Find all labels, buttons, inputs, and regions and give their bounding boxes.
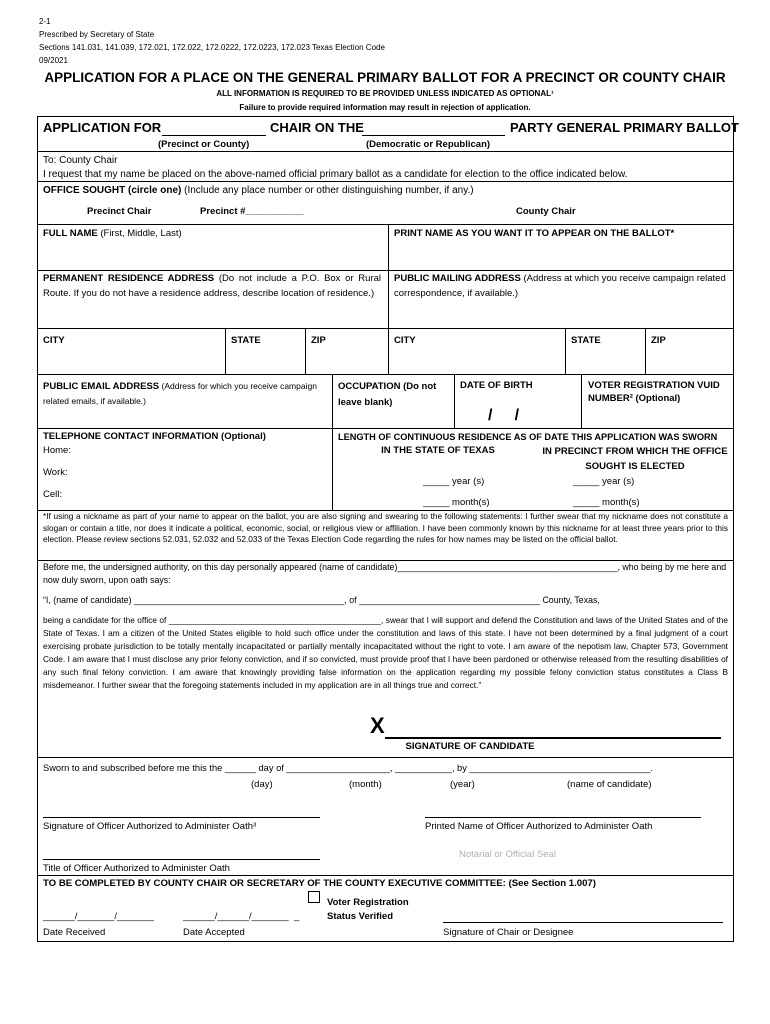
chair-signature-label: Signature of Chair or Designee xyxy=(443,927,574,938)
sworn-subscribed-line[interactable]: Sworn to and subscribed before me this the ______ day of ____________________, ___________, by ___________________________________. xyxy=(43,763,653,773)
office-sought xyxy=(43,184,474,197)
residence-address-field[interactable]: PERMANENT RESIDENCE ADDRESS (Do not include a P.O. Box or Rural Route. If you do not have a residence address, describe location of residence.) xyxy=(43,273,382,299)
voter-registration-checkbox[interactable] xyxy=(308,891,320,903)
candidate-signature-line[interactable] xyxy=(385,737,721,739)
appearance-statement: Before me, the undersigned authority, on this day personally appeared (name of candidate)_____________________________________________, who being by me here and now duly sworn, upon oath says: xyxy=(43,562,727,585)
officer-printed-name-line[interactable] xyxy=(425,817,701,818)
party-hint: (Democratic or Republican) xyxy=(366,139,491,150)
in-state-heading: IN THE STATE OF TEXAS xyxy=(381,445,495,456)
notarial-seal-placeholder: Notarial or Official Seal xyxy=(459,849,556,860)
officer-signature-line[interactable] xyxy=(43,817,320,818)
form-number: 2-1 xyxy=(39,17,51,26)
occupation-field[interactable]: OCCUPATION (Do not leave blank) xyxy=(338,381,437,408)
voter-registration-label: Voter Registration xyxy=(327,897,409,908)
dob-field[interactable]: / / xyxy=(488,407,520,424)
to-county-chair: To: County Chair xyxy=(43,155,118,166)
office-sought-label: OFFICE SOUGHT (circle one) xyxy=(43,185,182,196)
date-received-field[interactable]: ______/_______/_______ xyxy=(43,911,154,922)
cell-phone-field[interactable]: Cell: xyxy=(43,489,63,500)
in-precinct-heading: IN PRECINCT FROM WHICH THE OFFICE SOUGHT IS ELECTED xyxy=(542,446,728,472)
vuid-field[interactable]: VOTER REGISTRATION VUID NUMBER² (Optional) xyxy=(588,380,720,404)
state-months-field[interactable]: _____ month(s) xyxy=(423,497,490,508)
prescribed-by: Prescribed by Secretary of State xyxy=(39,30,155,39)
year-hint: (year) xyxy=(450,779,475,790)
state-years-field[interactable]: _____ year (s) xyxy=(423,476,485,487)
page-title: APPLICATION FOR A PLACE ON THE GENERAL PRIMARY BALLOT FOR A PRECINCT OR COUNTY CHAIR xyxy=(44,70,726,85)
officer-title-line[interactable] xyxy=(43,859,320,860)
month-hint: (month) xyxy=(349,779,382,790)
office-use-heading: TO BE COMPLETED BY COUNTY CHAIR OR SECRETARY OF THE COUNTY EXECUTIVE COMMITTEE: (See Section 1.007) xyxy=(43,878,596,889)
signature-x-mark: X xyxy=(370,713,385,738)
mailing-state-field[interactable]: STATE xyxy=(571,335,601,346)
residence-zip-field[interactable]: ZIP xyxy=(311,335,326,346)
required-notice: ALL INFORMATION IS REQUIRED TO BE PROVIDED UNLESS INDICATED AS OPTIONAL¹ xyxy=(216,89,554,98)
home-phone-field[interactable]: Home: xyxy=(43,445,71,456)
ballot-name-field[interactable]: PRINT NAME AS YOU WANT IT TO APPEAR ON THE BALLOT* xyxy=(394,228,675,239)
chair-type-blank[interactable] xyxy=(162,135,266,136)
mailing-city-field[interactable]: CITY xyxy=(394,335,416,346)
dob-label: DATE OF BIRTH xyxy=(460,380,533,391)
residence-length-heading: LENGTH OF CONTINUOUS RESIDENCE AS OF DATE THIS APPLICATION WAS SWORN xyxy=(338,432,718,442)
application-for-label: APPLICATION FOR xyxy=(43,120,162,135)
full-name-field[interactable]: FULL NAME (First, Middle, Last) xyxy=(43,228,182,239)
mailing-zip-field[interactable]: ZIP xyxy=(651,335,666,346)
date-received-label: Date Received xyxy=(43,927,106,938)
officer-title-label: Title of Officer Authorized to Administer Oath xyxy=(43,863,230,874)
party-blank[interactable] xyxy=(362,135,505,136)
mailing-address-field[interactable]: PUBLIC MAILING ADDRESS (Address at which you receive campaign related correspondence, if available.) xyxy=(394,273,726,299)
rejection-notice: Failure to provide required information may result in rejection of application. xyxy=(239,103,531,112)
residence-state-field[interactable]: STATE xyxy=(231,335,261,346)
party-primary-label: PARTY GENERAL PRIMARY BALLOT xyxy=(510,120,739,135)
oath-statement: being a candidate for the office of ______________________________________________, swear that I will support and defend the Constitution and laws of the United States and of the State of Texas. I am a citizen of the United States eligible to hold such office under the constitution and laws of this state. I have not been determined by a final judgment of a court exercising probate jurisdiction to be totally mentally incapacitated or partially mentally incapacitated without the right to vote. I am aware of the nepotism law, Chapter 573, Government Code. I am aware that I must disclose any prior felony conviction, and if so convicted, must provide proof that I have been pardoned or otherwise released from the resulting disabilities of any such final felony conviction. I am aware that knowingly providing false information on the application regarding my possible felony conviction status constitutes a Class B misdemeanor. I further swear that the foregoing statements included in my application are in all things true and correct.” xyxy=(43,615,728,690)
candidate-name-county-line[interactable]: “I, (name of candidate) ___________________________________________, of _____________________________________ County, Texas, xyxy=(43,595,600,605)
precinct-years-field[interactable]: _____ year (s) xyxy=(573,476,635,487)
officer-printed-name-label: Printed Name of Officer Authorized to Administer Oath xyxy=(425,821,653,832)
status-verified-label: Status Verified xyxy=(327,911,393,922)
telephone-label: TELEPHONE CONTACT INFORMATION (Optional) xyxy=(43,431,266,442)
nickname-note: *If using a nickname as part of your name to appear on the ballot, you are also signing and swearing to the following statements: I further swear that my nickname does not constitute a slogan or contain a title, nor does it indicate a political, economic, social, or religious view or affiliation. I have been commonly known by this nickname for at least three years prior to this election. Please review sections 52.031, 52.032 and 52.033 of the Texas Election Code regarding the rules for how names may be listed on the official ballot. xyxy=(43,511,728,545)
chair-on-the-label: CHAIR ON THE xyxy=(270,120,364,135)
candidate-signature-label: SIGNATURE OF CANDIDATE xyxy=(405,741,535,752)
office-sought-note: (Include any place number or other distinguishing number, if any.) xyxy=(184,185,474,196)
residence-city-field[interactable]: CITY xyxy=(43,335,65,346)
day-hint: (day) xyxy=(251,779,273,790)
form-date: 09/2021 xyxy=(39,56,68,65)
date-accepted-field[interactable]: ______/______/_______ _ xyxy=(183,911,300,922)
date-accepted-label: Date Accepted xyxy=(183,927,245,938)
precinct-months-field[interactable]: _____ month(s) xyxy=(573,497,640,508)
candidate-name-hint: (name of candidate) xyxy=(567,779,652,790)
email-field[interactable]: PUBLIC EMAIL ADDRESS (Address for which you receive campaign related emails, if available.) xyxy=(43,381,317,406)
option-county-chair[interactable]: County Chair xyxy=(516,206,576,217)
work-phone-field[interactable]: Work: xyxy=(43,467,68,478)
option-precinct-chair[interactable]: Precinct Chair xyxy=(87,206,152,217)
officer-signature-label: Signature of Officer Authorized to Administer Oath³ xyxy=(43,821,257,832)
precinct-or-county-hint: (Precinct or County) xyxy=(158,139,250,150)
statute-sections: Sections 141.031, 141.039, 172.021, 172.022, 172.0222, 172.0223, 172.023 Texas Election Code xyxy=(39,43,385,52)
chair-signature-line[interactable] xyxy=(443,922,723,923)
request-statement: I request that my name be placed on the above-named official primary ballot as a candidate for election to the office indicated below. xyxy=(43,169,628,180)
option-precinct-number[interactable]: Precinct #___________ xyxy=(200,206,304,217)
